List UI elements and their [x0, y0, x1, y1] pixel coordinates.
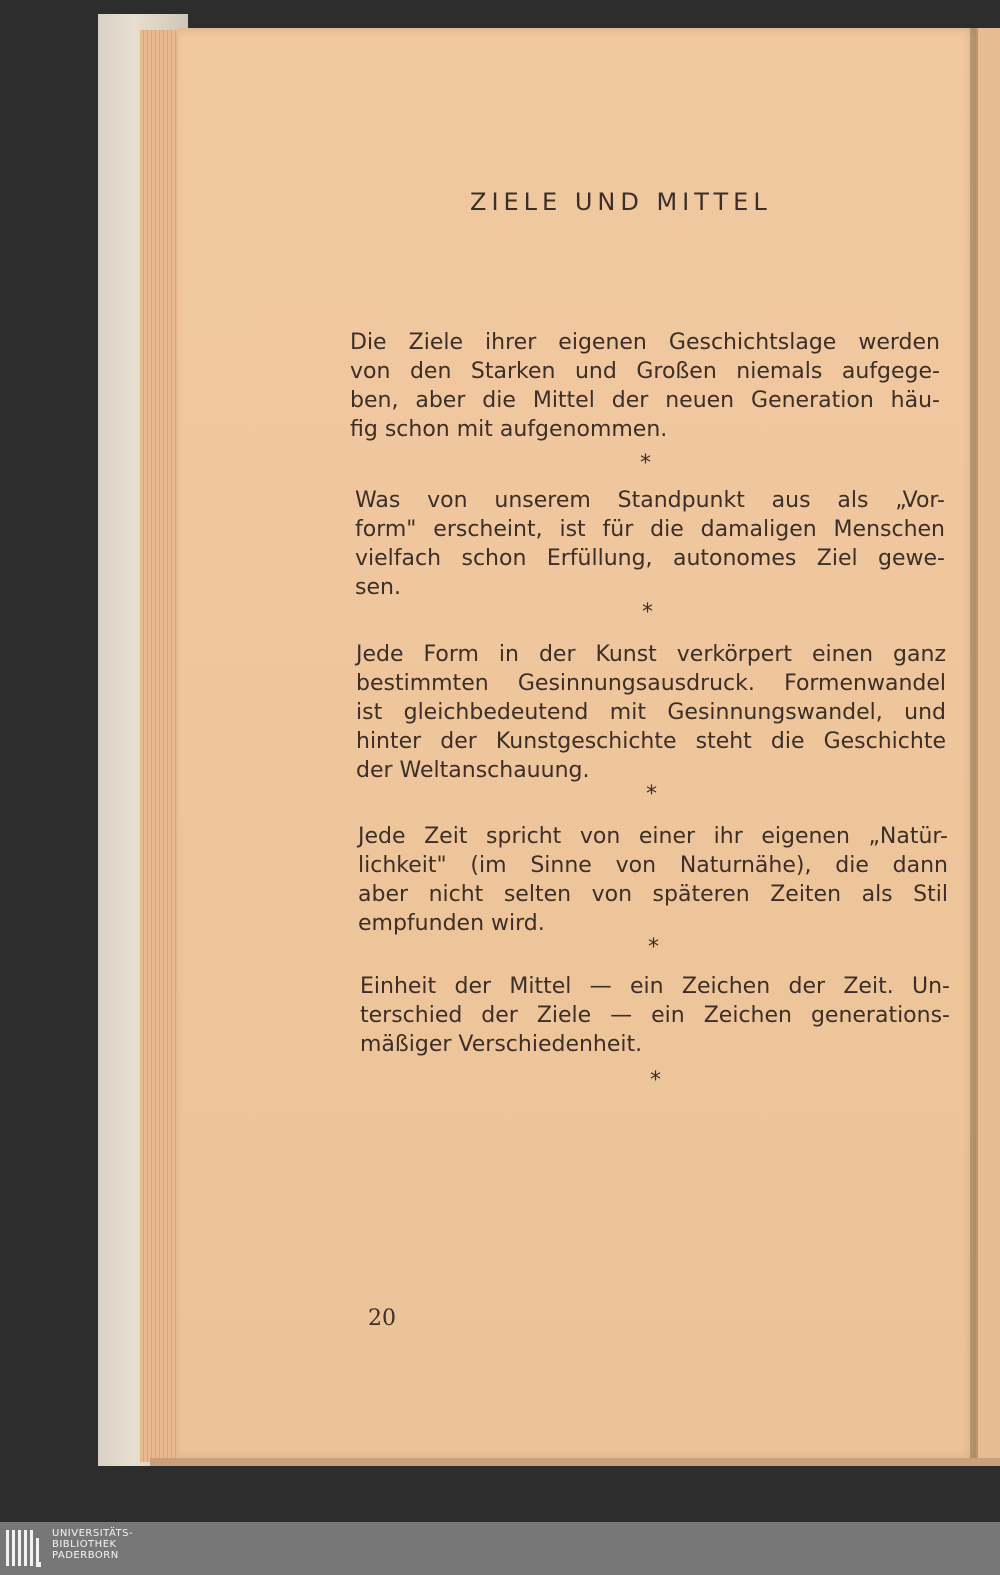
paragraph-line: aber nicht selten von späteren Zeiten als Stil	[358, 882, 948, 907]
paragraph-line: Die Ziele ihrer eigenen Geschichtslage werden	[350, 330, 940, 355]
page-number: 20	[368, 1306, 396, 1331]
paragraph-line: vielfach schon Erfüllung, autonomes Ziel gewe-	[355, 546, 945, 571]
paragraph-line: sen.	[355, 575, 401, 600]
library-name-line: PADERBORN	[52, 1550, 119, 1561]
paragraph-line: ist gleichbedeutend mit Gesinnungswandel, und	[356, 700, 946, 725]
paragraph-5	[360, 972, 950, 1059]
page-bottom-edge	[150, 1458, 1000, 1466]
paragraph-line: hinter der Kunstgeschichte steht die Geschichte	[356, 729, 946, 754]
logo-dot-icon	[36, 1562, 41, 1567]
library-name-line: UNIVERSITÄTS-	[52, 1528, 134, 1539]
paragraph-line: von den Starken und Großen niemals aufgege-	[350, 359, 940, 384]
paragraph-line: empfunden wird.	[358, 911, 545, 936]
paragraph-line: der Weltanschauung.	[356, 758, 590, 783]
separator-star: *	[646, 782, 657, 807]
paragraph-line: bestimmten Gesinnungsausdruck. Formenwandel	[356, 671, 946, 696]
gutter-shadow	[970, 28, 978, 1460]
library-logo-icon	[4, 1524, 40, 1572]
paragraph-2	[355, 486, 945, 602]
library-footer	[0, 1522, 1000, 1575]
library-name	[52, 1528, 133, 1561]
paragraph-line: terschied der Ziele — ein Zeichen generations-	[360, 1003, 950, 1028]
paragraph-line: Einheit der Mittel — ein Zeichen der Zeit. Un-	[360, 974, 950, 999]
paragraph-line: Jede Zeit spricht von einer ihr eigenen „Natür-	[358, 824, 948, 849]
page-title: ZIELE UND MITTEL	[470, 188, 772, 216]
facing-page-edge	[976, 28, 1000, 1460]
separator-star: *	[650, 1068, 661, 1093]
library-name-line: BIBLIOTHEK	[52, 1539, 117, 1550]
paragraph-line: ben, aber die Mittel der neuen Generation häu-	[350, 388, 940, 413]
paragraph-line: Was von unserem Standpunkt aus als „Vor-	[355, 488, 945, 513]
paragraph-line: form" erscheint, ist für die damaligen Menschen	[355, 517, 945, 542]
paragraph-4	[358, 822, 948, 938]
paragraph-line: fig schon mit aufgenommen.	[350, 417, 668, 442]
separator-star: *	[642, 600, 653, 625]
paragraph-line: lichkeit" (im Sinne von Naturnähe), die dann	[358, 853, 948, 878]
separator-star: *	[640, 451, 651, 476]
paragraph-3	[356, 640, 946, 785]
paragraph-line: mäßiger Verschiedenheit.	[360, 1032, 643, 1057]
paragraph-1	[350, 328, 940, 444]
separator-star: *	[648, 935, 659, 960]
paragraph-line: Jede Form in der Kunst verkörpert einen ganz	[356, 642, 946, 667]
